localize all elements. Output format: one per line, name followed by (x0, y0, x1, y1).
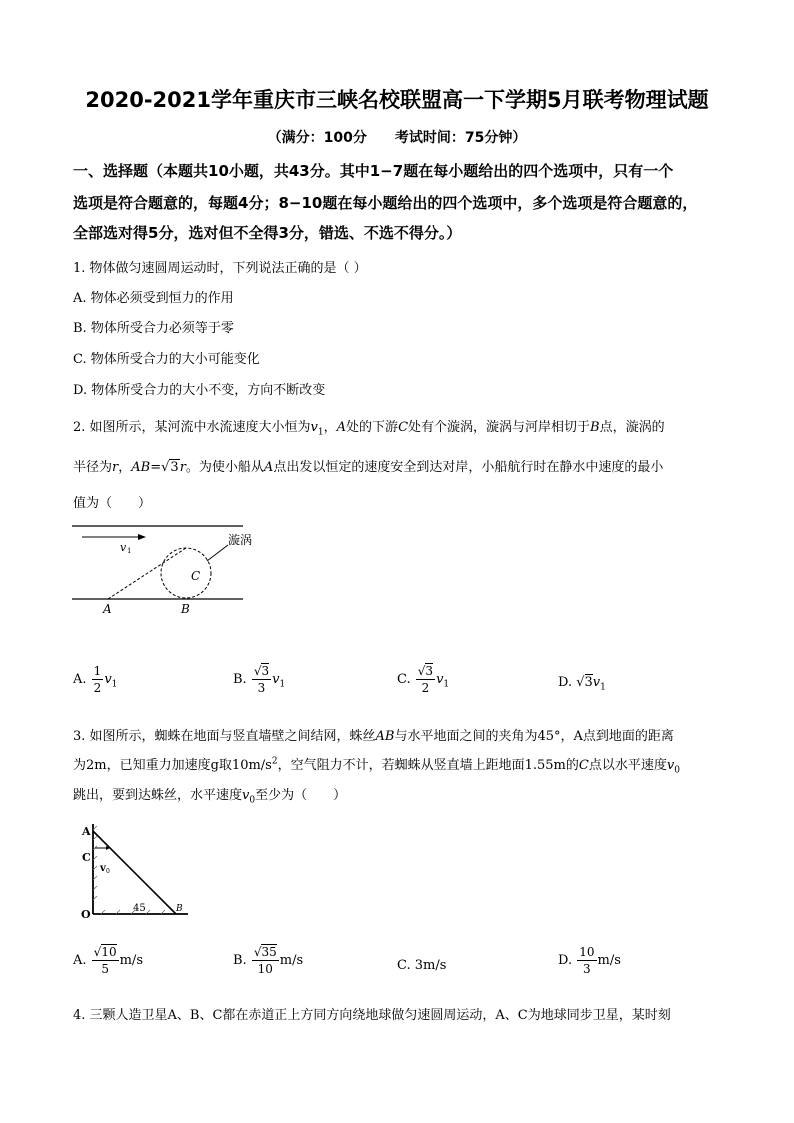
q1-option-a: A. 物体必须受到恒力的作用 (73, 291, 234, 306)
vortex-circle-icon (161, 548, 211, 598)
q2-option-a (73, 663, 117, 696)
fig-label-v0-sub: 0 (106, 868, 110, 875)
section-heading-line-1: 一、选择题（本题共10小题，共43分。其中1−7题在每小题给出的四个选项中，只有一个 (73, 162, 674, 180)
frac-den: 2 (93, 681, 102, 695)
q2-sqrt: √ (161, 460, 170, 475)
q2-var-a: A (263, 460, 274, 475)
q3-option-d (558, 944, 621, 977)
frac-num: 10 (101, 945, 117, 959)
option-label: A. (73, 953, 87, 968)
q3-stem-line-1 (73, 725, 674, 744)
q1-option-d: D. 物体所受合力的大小不变，方向不断改变 (73, 383, 326, 398)
q2-text: 。为使小船从 (185, 460, 264, 475)
fig-label-b: B (181, 602, 190, 616)
q4-stem-line-1: 4. 三颗人造卫星A、B、C都在赤道正上方同方向绕地球做匀速圆周运动，A、C为地球同步卫星，某时刻 (73, 1008, 671, 1023)
q2-var-r: r (179, 460, 186, 475)
q2-text: 2. 如图所示，某河流中水流速度大小恒为 (73, 420, 311, 435)
q3-var-v: v (242, 788, 250, 803)
frac-den: 3 (257, 681, 266, 695)
fig-label-a: A (103, 602, 112, 616)
frac-den: 2 (421, 681, 430, 695)
q3-option-a: A. $\frac{√10}{5}$ m/s (73, 945, 143, 976)
q3-var-sub: 0 (249, 795, 256, 806)
q3-var-c: C (578, 758, 589, 773)
q2-var-b: B (590, 420, 600, 435)
q2-radicand: 3 (170, 460, 179, 475)
section-heading-line-3: 全部选对得5分，选对但不全得3分，错选、不选不得分。） (73, 224, 462, 242)
page-title: 2020-2021学年重庆市三峡名校联盟高一下学期5月联考物理试题 (85, 88, 709, 112)
q2-option-b: B. $\frac{√3}{3}$ $v_1$ (233, 664, 286, 695)
q2-stem-line-2 (73, 456, 663, 475)
q2-text: ， (118, 460, 132, 475)
q2-option-c: C. $\frac{√3}{2}$ $v_1$ (397, 664, 450, 695)
q2-text: 点出发以恒定的速度安全到达对岸，小船航行时在静水中速度的最小 (273, 460, 664, 475)
frac-num: 3 (261, 664, 270, 678)
option-label: A. (73, 672, 87, 687)
option-label: B. (233, 953, 247, 968)
var-sub: 1 (111, 679, 118, 690)
unit: m/s (119, 953, 143, 968)
radicand: 3 (584, 675, 593, 690)
var-v: v (272, 672, 280, 687)
frac-num: 10 (579, 945, 595, 959)
var-sub: 1 (279, 679, 286, 690)
q2-stem-line-3: 值为（ ） (73, 496, 152, 511)
q2-figure (70, 520, 270, 620)
frac-num: 1 (93, 664, 102, 678)
var-sub: 1 (600, 682, 606, 693)
fig-label-vortex: 漩涡 (228, 533, 253, 547)
q1-option-c: C. 物体所受合力的大小可能变化 (73, 352, 260, 367)
var-sub: 1 (443, 679, 450, 690)
q2-eq: = (150, 460, 162, 475)
q3-text: 点以水平速度 (588, 758, 667, 773)
frac-den: 10 (257, 962, 273, 976)
q1-stem: 1. 物体做匀速圆周运动时，下列说法正确的是（ ） (73, 261, 367, 276)
q3-text: 为2m，已知重力加速度g取10m/s (73, 758, 272, 773)
q2-var-v: v (310, 420, 318, 435)
q2-text: 处有个漩涡，漩涡与河岸相切于 (408, 420, 591, 435)
q3-sup: 2 (271, 756, 278, 767)
fig-label-b: B (176, 904, 183, 914)
fig-label-c: C (191, 569, 201, 583)
q3-var-v: v (666, 758, 675, 773)
fig-label-v-sub: 1 (127, 547, 132, 555)
q2-var-sub: 1 (317, 427, 324, 438)
q3-text: 3. 如图所示，蜘蛛在地面与竖直墙壁之间结网，蛛丝 (73, 729, 376, 744)
option-label: C. (397, 672, 411, 687)
q2-text: 半径为 (73, 460, 113, 475)
frac-num: 3 (425, 664, 434, 678)
var-v: v (592, 675, 601, 690)
var-v: v (104, 672, 112, 687)
q3-text: ，空气阻力不计，若蜘蛛从竖直墙上距地面1.55m的 (277, 758, 579, 773)
frac-den: 5 (101, 962, 109, 976)
unit: m/s (597, 953, 621, 968)
var-v: v (436, 672, 444, 687)
q2-text: ， (323, 420, 337, 435)
q3-var-sub: 0 (674, 765, 680, 776)
option-label: D. (558, 953, 573, 968)
q2-var-c: C (398, 420, 409, 435)
q3-option-b: B. $\frac{√35}{10}$ m/s (233, 945, 304, 976)
option-label: D. (558, 675, 573, 690)
fig-label-angle: 45 (133, 903, 146, 914)
fig-label-a: A (82, 825, 91, 838)
q2-text: 处的下游 (346, 420, 399, 435)
q2-text: 点，漩涡的 (599, 420, 665, 435)
exam-info: （满分：100分 考试时间：75分钟） (267, 130, 527, 146)
q3-stem-line-3 (73, 784, 346, 806)
q3-text: 至少为（ ） (255, 788, 347, 803)
frac-num: 35 (261, 945, 277, 959)
q2-var-r: r (112, 460, 119, 475)
q2-option-d: D. $√3v_1$ (558, 675, 606, 693)
tangent-line (108, 548, 186, 599)
q3-text: 与水平地面之间的夹角为45°，A点到地面的距离 (394, 729, 674, 744)
frac-den: 3 (583, 962, 591, 976)
q2-var-ab: AB (131, 460, 151, 475)
q3-text: 跳出，要到达蛛丝，水平速度 (73, 788, 243, 803)
fig-label-v: v (120, 541, 127, 554)
fig-label-c: C (82, 851, 91, 864)
unit: m/s (279, 953, 304, 968)
q3-stem-line-2 (73, 754, 680, 776)
section-heading-line-2: 选项是符合题意的，每题4分；8−10题在每小题给出的四个选项中，多个选项是符合题意的， (73, 194, 698, 212)
option-label: B. (233, 672, 247, 687)
q3-var-ab: AB (375, 729, 395, 744)
q3-figure (76, 818, 196, 922)
q1-option-b: B. 物体所受合力必须等于零 (73, 321, 234, 336)
q2-stem-line-1 (73, 416, 665, 438)
q2-var-a: A (336, 420, 347, 435)
vortex-pointer (207, 545, 228, 561)
fig-label-v0: v (100, 863, 106, 874)
q3-option-c: C. 3m/s (397, 958, 447, 973)
flow-arrow-head-icon (138, 534, 146, 540)
fig-label-o: O (81, 908, 91, 921)
